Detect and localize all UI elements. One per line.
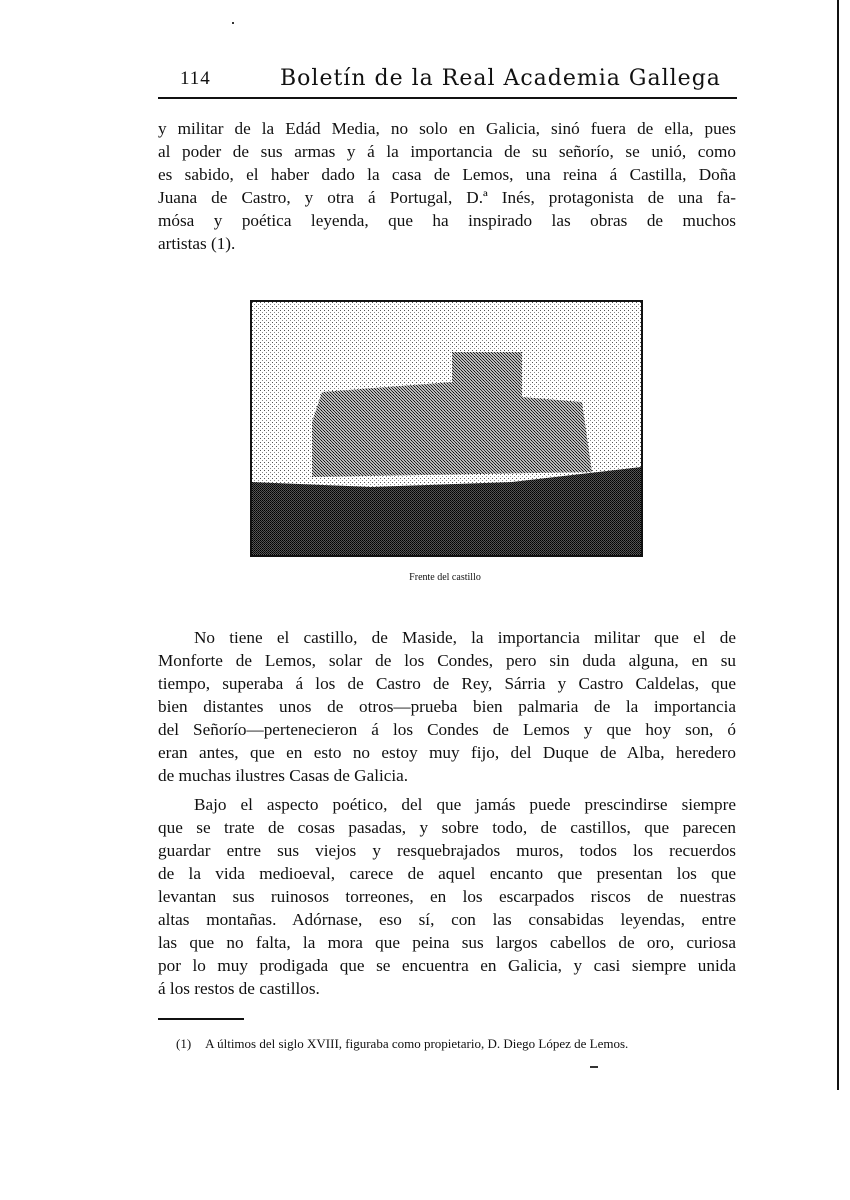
footnote-rule (158, 1018, 244, 1020)
text-line: artistas (1). (158, 234, 236, 253)
scan-speck (590, 1066, 598, 1068)
page-edge-line (837, 0, 839, 1090)
footnote-marker: (1) (176, 1036, 192, 1051)
castle-image (252, 302, 641, 555)
text-line: y militar de la Edád Media, no solo en Galicia, sinó fuera de ella, pues (158, 119, 736, 138)
text-line: de la vida medioeval, carece de aquel encanto que presentan los que (158, 864, 736, 883)
text-line: Monforte de Lemos, solar de los Condes, pero sin duda alguna, en su (158, 651, 736, 670)
footnote (176, 1036, 628, 1052)
text-line: guardar entre sus viejos y resquebrajados muros, todos los recuerdos (158, 841, 736, 860)
text-line: No tiene el castillo, de Maside, la importancia militar que el de (194, 628, 736, 647)
text-line: Juana de Castro, y otra á Portugal, D.ª Inés, protagonista de una fa- (158, 188, 736, 207)
text-line: altas montañas. Adórnase, eso sí, con las consabidas leyendas, entre (158, 910, 736, 929)
text-line: por lo muy prodigada que se encuentra en Galicia, y casi siempre unida (158, 956, 736, 975)
footnote-text: A últimos del siglo XVIII, figuraba como propietario, D. Diego López de Lemos. (205, 1036, 629, 1051)
paragraph-1 (158, 117, 736, 255)
text-line: las que no falta, la mora que peina sus largos cabellos de oro, curiosa (158, 933, 736, 952)
header-rule (158, 97, 737, 99)
text-line: de muchas ilustres Casas de Galicia. (158, 766, 409, 785)
text-line: es sabido, el haber dado la casa de Lemos, una reina á Castilla, Doña (158, 165, 736, 184)
scan-speck (232, 22, 234, 24)
text-line: á los restos de castillos. (158, 979, 320, 998)
text-line: mósa y poética leyenda, que ha inspirado las obras de muchos (158, 211, 736, 230)
text-line: bien distantes unos de otros—prueba bien palmaria de la importancia (158, 697, 736, 716)
page-number: 114 (180, 68, 211, 89)
text-line: Bajo el aspecto poético, del que jamás puede prescindirse siempre (194, 795, 736, 814)
castle-photograph (250, 300, 643, 557)
paragraph-2 (158, 626, 736, 787)
text-line: del Señorío—pertenecieron á los Condes de Lemos y que hoy son, ó (158, 720, 736, 739)
text-line: levantan sus ruinosos torreones, en los escarpados riscos de nuestras (158, 887, 736, 906)
text-line: eran antes, que en esto no estoy muy fijo, del Duque de Alba, heredero (158, 743, 736, 762)
text-line: tiempo, superaba á los de Castro de Rey, Sárria y Castro Caldelas, que (158, 674, 736, 693)
text-line: que se trate de cosas pasadas, y sobre todo, de castillos, que parecen (158, 818, 736, 837)
paragraph-3 (158, 793, 736, 1000)
figure-caption: Frente del castillo (409, 572, 481, 583)
running-title: Boletín de la Real Academia Gallega (280, 66, 721, 91)
text-line: al poder de sus armas y á la importancia de su señorío, se unió, como (158, 142, 736, 161)
